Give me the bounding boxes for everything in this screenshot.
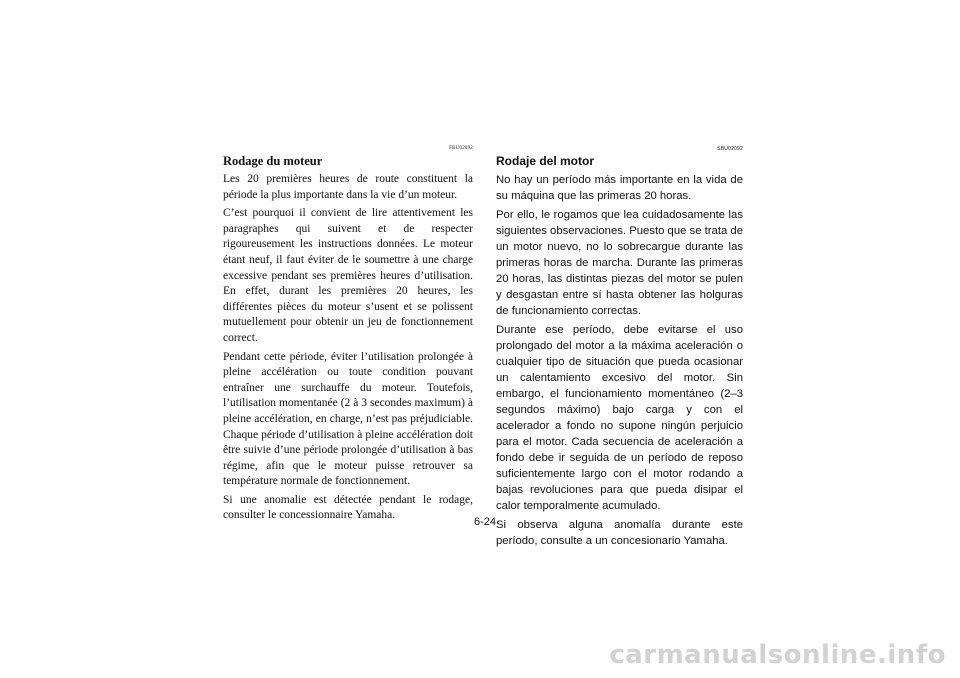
section-heading: Rodage du moteur <box>223 154 323 168</box>
paragraph: Durante ese período, debe evitarse el uso prolongado del motor a la máxima aceleración o cualquier tipo de situación que pueda ocasionar un calentamiento excesivo del motor. Sin embargo, el funcionamiento momentáneo (2–3 segundos máximo) bajo carga y con el acelerador a fondo no supone ningún perjuicio para el motor. Cada secuencia de aceleración a fondo debe ir seguida de un período de reposo suficientemente largo con el motor rodando a bajas revoluciones para que pueda disipar el calor temporalmente acumulado. <box>496 324 743 512</box>
section-code: SBU02092 <box>717 146 743 152</box>
section-heading: Rodaje del motor <box>496 154 595 168</box>
spanish-column <box>496 146 743 552</box>
section-code: FBU02092 <box>449 146 473 151</box>
paragraph: Si une anomalie est détectée pendant le rodage, consulter le concessionnaire Yamaha. <box>223 493 473 522</box>
watermark: carmanualsonline.info <box>609 640 946 670</box>
paragraph: No hay un período más importante en la vida de su máquina que las primeras 20 horas. <box>496 174 743 202</box>
page-number: 6-24 <box>473 516 497 528</box>
paragraph: Si observa alguna anomalía durante este período, consulte a un concesionario Yamaha. <box>496 519 743 547</box>
french-column <box>223 146 473 527</box>
paragraph: Pendant cette période, éviter l’utilisation prolongée à pleine accélération ou toute condition pouvant entraîner une surchauffe du moteur. Toutefois, l’utilisation momentanée (2 à 3 secondes maximum) à pleine accélération, en charge, n’est pas préjudiciable. Chaque période d’utilisation à pleine accélération doit être suivie d’une période prolongée d’utilisation à bas régime, afin que le moteur puisse retrouver sa température normale de fonctionnement. <box>223 350 473 488</box>
paragraph: Les 20 premières heures de route constituent la période la plus importante dans la vie d’un moteur. <box>223 173 473 201</box>
paragraph: Por ello, le rogamos que lea cuidadosamente las siguientes observaciones. Puesto que se trata de un motor nuevo, no lo sobrecargue durante las primeras horas de marcha. Durante las primeras 20 horas, las distintas piezas del motor se pulen y desgastan entre sí hasta obtener las holguras de funcionamiento correctas. <box>496 209 743 317</box>
paragraph: C’est pourquoi il convient de lire attentivement les paragraphes qui suivent et de respecter rigoureusement les instructions données. Le moteur étant neuf, il faut éviter de le soumettre à une charge excessive pendant ses premières heures d’utilisation. En effet, durant les premières 20 heures, les différentes pièces du moteur s’usent et se polissent mutuellement pour obtenir un jeu de fonctionnement correct. <box>223 207 473 344</box>
